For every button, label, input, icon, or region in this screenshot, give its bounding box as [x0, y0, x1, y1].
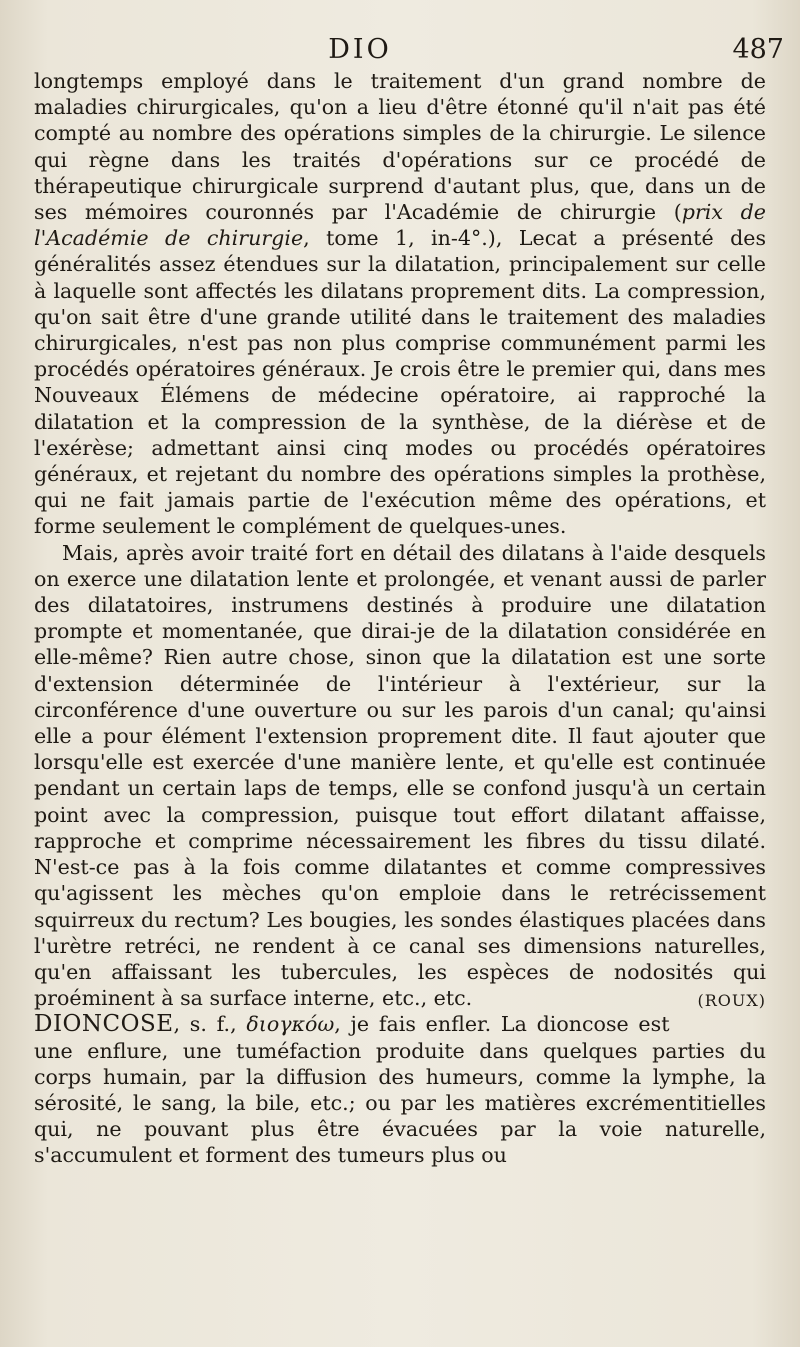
greek-etymology: διογκόω [246, 1012, 335, 1037]
text-segment: , tome 1, in-4°.), Lecat a présenté des généralités assez étendues sur la dilatation, principalement sur celle à laquelle sont affectés les dilatans proprement dits. La compression, qu'on sait être d'une grande utilité dans le traitement des maladies chirurgicales, n'est pas non plus comprise communément parmi les procédés opératoires généraux. Je crois être le premier qui, dans mes Nouveaux Élémens de médecine opératoire, ai rapproché la dilatation et la compression de la synthèse, de la diérèse et de l'exérèse; admettant ainsi cinq modes ou procédés opératoires généraux, et rejetant du nombre des opérations simples la prothèse, qui ne fait jamais partie de l'exécution même des opérations, et forme seulement le complément de quelques-unes. [34, 226, 767, 539]
entry-headword: DIONCOSE [34, 1011, 174, 1038]
page-number: 487 [732, 34, 784, 65]
entry-dioncose [34, 1011, 766, 1168]
author-signature: (ROUX) [697, 991, 766, 1011]
running-head [0, 30, 800, 70]
paragraph-dilatation [34, 540, 766, 1012]
body-text [34, 68, 766, 1169]
text-segment: longtemps employé dans le traitement d'un grand nombre de maladies chirurgicales, qu'on a lieu d'être étonné qu'il n'ait pas été compté au nombre des opérations simples de la chirurgie. Le silence qui règne dans les traités d'opérations sur ce procédé de thérapeutique chirurgicale surprend d'autant plus, que, dans un de ses mémoires couronnés par l'Académie de chirurgie ( [34, 69, 766, 225]
text-segment: Mais, après avoir traité fort en détail des dilatans à l'aide desquels on exerce une dilatation lente et prolongée, et venant aussi de parler des dilatatoires, instrumens destinés à produire une dilatation prompte et momentanée, que dirai-je de la dilatation considérée en elle-même? Rien autre chose, sinon que la dilatation est une sorte d'extension déterminée de l'intérieur à l'extérieur, sur la circonférence d'une ouverture ou sur les parois d'un canal; qu'ainsi elle a pour élément l'extension proprement dite. Il faut ajouter que lorsqu'elle est exercée d'une manière lente, et qu'elle est continuée pendant un certain laps de temps, elle se confond jusqu'à un certain point avec la compression, puisque tout effort dilatant affaisse, rapproche et comprime nécessairement les fibres du tissu dilaté. N'est-ce pas à la fois comme dilatantes et comme compressives qu'agissent les mèches qu'on emploie dans le retrécissement squirreux du rectum? Les bougies, les sondes élastiques placées dans l'urètre retréci, ne rendent à ce canal ses dimensions naturelles, qu'en affaissant les tubercules, les espèces de nodosités qui proéminent à sa surface interne, etc., etc. [34, 540, 766, 1011]
italic-citation: prix de l'Académie de chirurgie [34, 200, 766, 251]
text-segment: , s. f., [173, 1012, 247, 1037]
paragraph-continuation [34, 68, 766, 540]
running-head-title: DIO [328, 34, 392, 65]
text-segment: , je fais enfler. La dioncose est une enflure, une tuméfaction produite dans quelques parties du corps humain, par la diffusion des humeurs, comme la lymphe, la sérosité, le sang, la bile, etc.; ou par les matières excrémentitielles qui, ne pouvant plus être évacuées par la voie naturelle, s'accumulent et forment des tumeurs plus ou [34, 1012, 766, 1168]
